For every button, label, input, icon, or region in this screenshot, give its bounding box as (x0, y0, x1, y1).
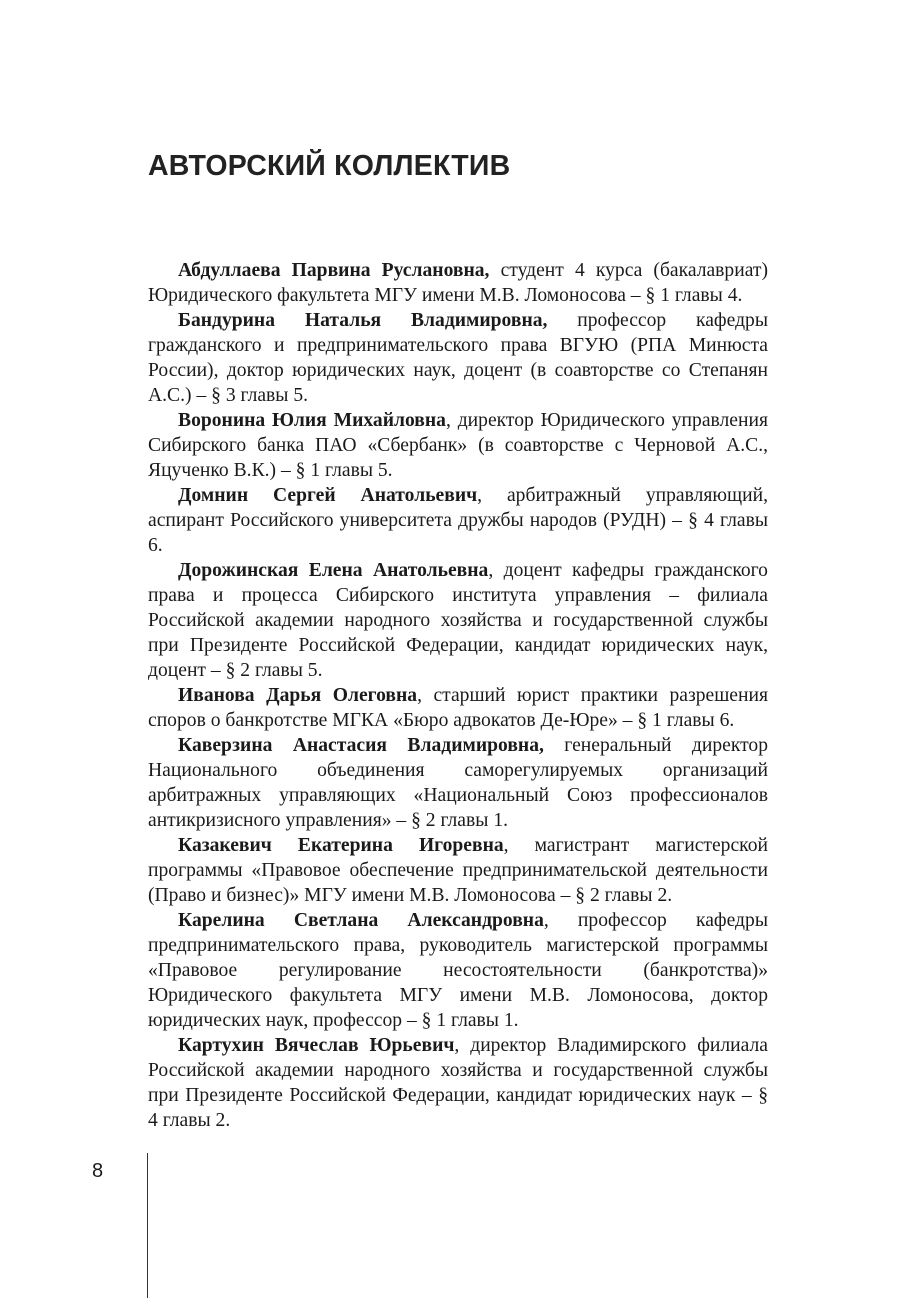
author-entry (148, 408, 768, 483)
author-description: генеральный директор Национального объединения саморегулируемых организаций арбитражных управляющих «Национальный Союз профессионалов антикризисного управления» – § 2 главы 1. (148, 735, 768, 831)
author-entry (148, 908, 768, 1033)
author-description: , директор Юридического управления Сибирского банка ПАО «Сбербанк» (в соавторстве с Черновой А.С., Яцученко В.К.) – § 1 главы 5. (148, 410, 768, 481)
author-description: , арбитражный управляющий, аспирант Российского университета дружбы народов (РУДН) – § 4 главы 6. (148, 485, 768, 556)
author-name: Воронина Юлия Михайловна (178, 410, 446, 431)
author-list (148, 258, 768, 1133)
author-description: , профессор кафедры предпринимательского права, руководитель магистерской программы «Правовое регулирование несостоятельности (банкротства)» Юридического факультета МГУ имени М.В. Ломоносова, доктор юридических наук, профессор – § 1 главы 1. (148, 910, 768, 1031)
author-name: Абдуллаева Парвина Руслановна, (178, 260, 490, 281)
author-description: студент 4 курса (бакалавриат) Юридического факультета МГУ имени М.В. Ломоносова – § 1 главы 4. (148, 260, 768, 306)
page-title: АВТОРСКИЙ КОЛЛЕКТИВ (148, 150, 511, 182)
author-entry (148, 308, 768, 408)
author-entry (148, 683, 768, 733)
author-description: профессор кафедры гражданского и предпринимательского права ВГУЮ (РПА Минюста России), доктор юридических наук, доцент (в соавторстве со Степанян А.С.) – § 3 главы 5. (148, 310, 768, 406)
author-name: Бандурина Наталья Владимировна, (178, 310, 548, 331)
author-name: Дорожинская Елена Анатольевна (178, 560, 489, 581)
author-entry (148, 483, 768, 558)
author-description: , магистрант магистерской программы «Правовое обеспечение предпринимательской деятельности (Право и бизнес)» МГУ имени М.В. Ломоносова – § 2 главы 2. (148, 835, 768, 906)
margin-rule (147, 1153, 148, 1298)
author-description: , доцент кафедры гражданского права и процесса Сибирского института управления – филиала Российской академии народного хозяйства и государственной службы при Президенте Российской Федерации, кандидат юридических наук, доцент – § 2 главы 5. (148, 560, 768, 681)
author-name: Казакевич Екатерина Игоревна (178, 835, 504, 856)
page-number: 8 (92, 1160, 104, 1182)
author-description: , старший юрист практики разрешения споров о банкротстве МГКА «Бюро адвокатов Де-Юре» – § 1 главы 6. (148, 685, 768, 731)
author-name: Карелина Светлана Александровна (178, 910, 544, 931)
author-entry (148, 733, 768, 833)
author-entry (148, 1033, 768, 1133)
author-name: Каверзина Анастасия Владимировна, (178, 735, 544, 756)
author-name: Иванова Дарья Олеговна (178, 685, 418, 706)
author-entry (148, 558, 768, 683)
author-entry (148, 833, 768, 908)
author-entry (148, 258, 768, 308)
author-description: , директор Владимирского филиала Российской академии народного хозяйства и государственной службы при Президенте Российской Федерации, кандидат юридических наук – § 4 главы 2. (148, 1035, 768, 1131)
author-name: Картухин Вячеслав Юрьевич (178, 1035, 455, 1056)
author-name: Домнин Сергей Анатольевич (178, 485, 478, 506)
